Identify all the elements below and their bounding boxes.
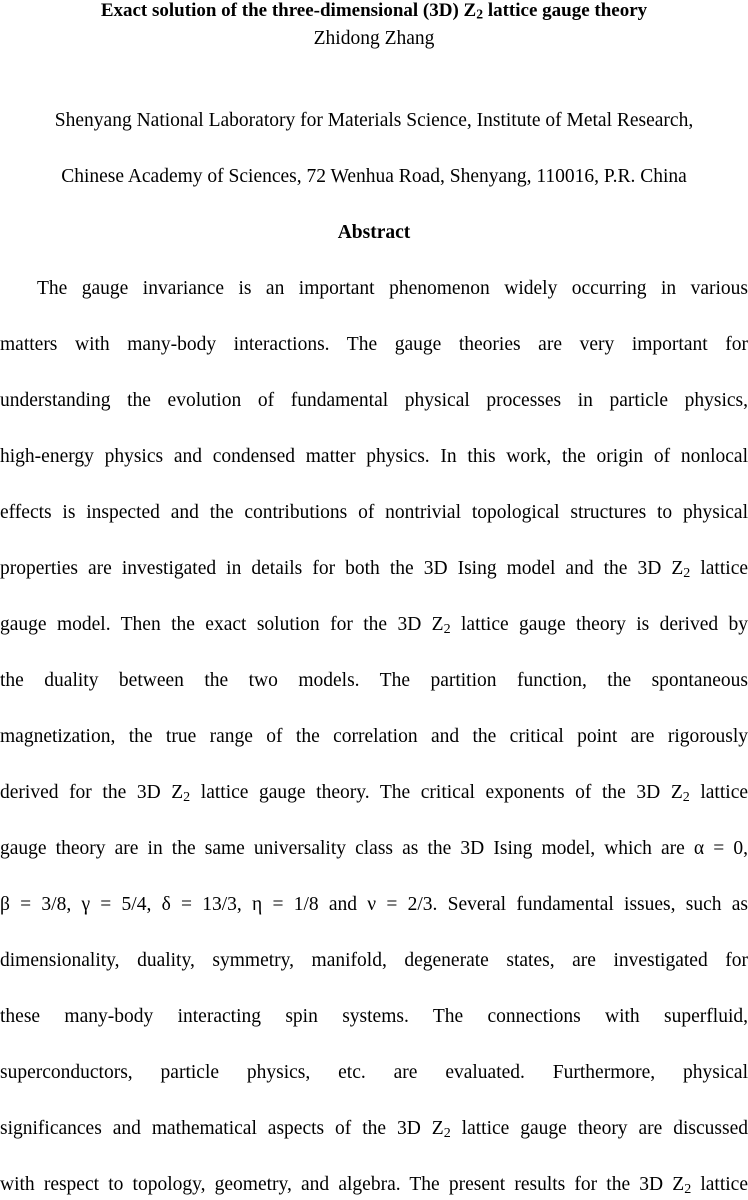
subscript: 2: [443, 1124, 451, 1141]
subscript: 2: [443, 620, 451, 637]
abstract-text: lattice gauge theory is derived by: [450, 614, 748, 635]
abstract-line: [0, 781, 748, 805]
abstract-line: gauge theory are in the same universality class as the 3D Ising model, which are α = 0,: [0, 838, 748, 859]
title-prefix: Exact solution of the three-dimensional (3D) Z: [100, 0, 477, 21]
abstract-line: [0, 1173, 748, 1197]
abstract-text: lattice gauge theory. The critical exponents of the 3D Z: [190, 782, 683, 803]
abstract-line: The gauge invariance is an important phenomenon widely occurring in various: [37, 278, 748, 299]
abstract-text: gauge model. Then the exact solution for the 3D Z: [0, 614, 444, 635]
abstract-line: effects is inspected and the contributions of nontrivial topological structures to physical: [0, 502, 748, 523]
abstract-text: lattice: [689, 782, 748, 803]
author-name: Zhidong Zhang: [313, 28, 435, 49]
abstract-line: matters with many-body interactions. The gauge theories are very important for: [0, 334, 748, 355]
abstract-heading: Abstract: [337, 222, 411, 243]
abstract-line: dimensionality, duality, symmetry, manifold, degenerate states, are investigated for: [0, 950, 748, 971]
title-suffix: lattice gauge theory: [483, 0, 648, 21]
abstract-text: lattice: [691, 1174, 748, 1195]
subscript: 2: [682, 788, 690, 805]
title-subscript: 2: [476, 6, 484, 22]
affiliation-line-1: Shenyang National Laboratory for Materials Science, Institute of Metal Research,: [54, 110, 694, 131]
abstract-text: lattice gauge theory are discussed: [450, 1118, 748, 1139]
subscript: 2: [183, 788, 191, 805]
abstract-line: these many-body interacting spin systems. The connections with superfluid,: [0, 1006, 748, 1027]
abstract-line: β = 3/8, γ = 5/4, δ = 13/3, η = 1/8 and ν = 2/3. Several fundamental issues, such as: [0, 894, 748, 915]
abstract-text: derived for the 3D Z: [0, 782, 184, 803]
affiliation-line-2: Chinese Academy of Sciences, 72 Wenhua Road, Shenyang, 110016, P.R. China: [61, 166, 687, 187]
subscript: 2: [683, 564, 691, 581]
abstract-line: understanding the evolution of fundamental physical processes in particle physics,: [0, 390, 748, 411]
abstract-text: with respect to topology, geometry, and algebra. The present results for the 3D Z: [0, 1174, 685, 1195]
abstract-text: lattice: [690, 558, 748, 579]
abstract-line: [0, 557, 748, 581]
abstract-line: magnetization, the true range of the correlation and the critical point are rigorously: [0, 726, 748, 747]
abstract-text: properties are investigated in details for both the 3D Ising model and the 3D Z: [0, 558, 684, 579]
abstract-line: the duality between the two models. The partition function, the spontaneous: [0, 670, 748, 691]
abstract-line: high-energy physics and condensed matter physics. In this work, the origin of nonlocal: [0, 446, 748, 467]
abstract-text: significances and mathematical aspects of the 3D Z: [0, 1118, 444, 1139]
abstract-line: [0, 613, 748, 637]
abstract-line: [0, 1117, 748, 1141]
paper-title: [0, 0, 748, 22]
subscript: 2: [684, 1180, 692, 1197]
abstract-line: superconductors, particle physics, etc. are evaluated. Furthermore, physical: [0, 1062, 748, 1083]
